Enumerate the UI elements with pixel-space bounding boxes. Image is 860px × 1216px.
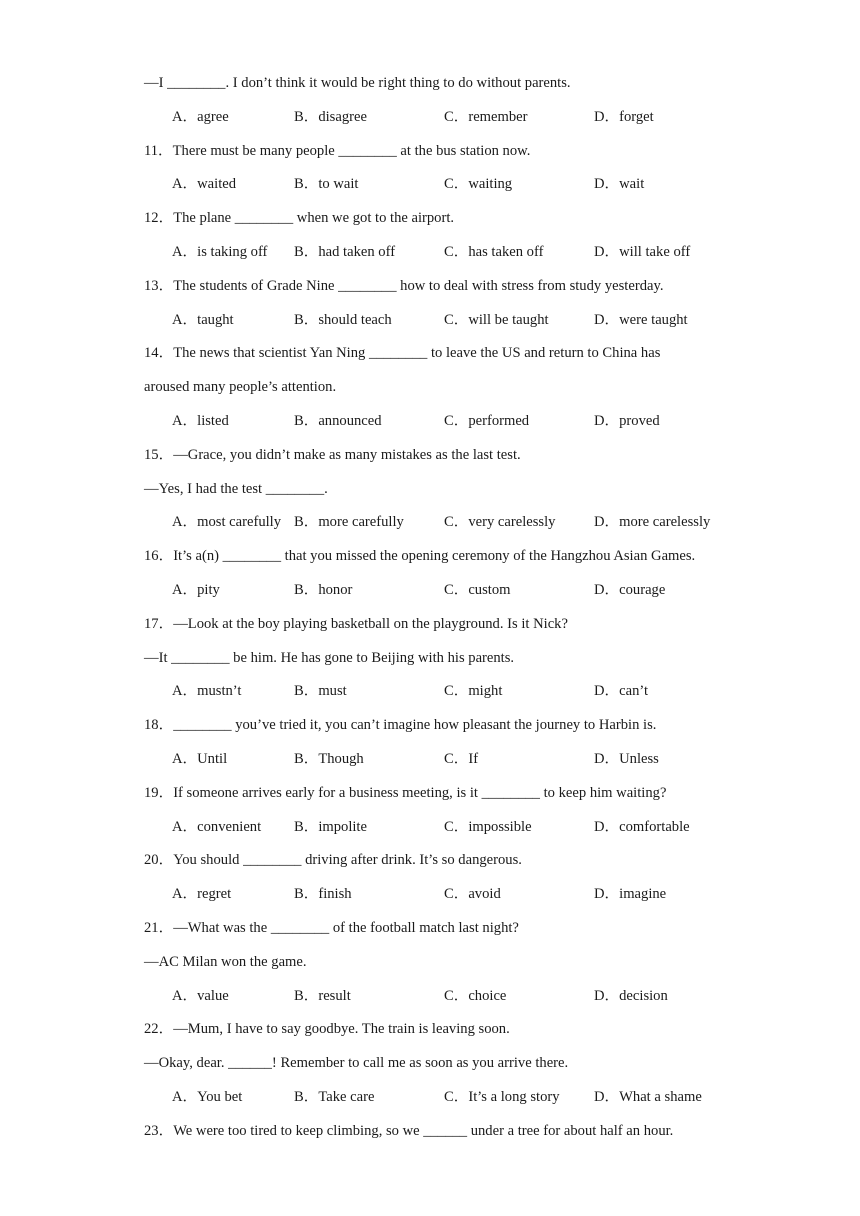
option-b[interactable]: B．had taken off	[294, 244, 396, 260]
question-stem-continuation: —It ________ be him. He has gone to Beijing with his parents.	[144, 649, 515, 666]
question-stem: 22．—Mum, I have to say goodbye. The train is leaving soon.	[144, 1021, 510, 1038]
answer-options	[172, 174, 732, 194]
option-b[interactable]: B．Take care	[294, 1089, 375, 1105]
answer-options	[172, 411, 732, 431]
option-d[interactable]: D．What a shame	[594, 1089, 702, 1105]
option-d[interactable]: D．courage	[594, 582, 666, 598]
option-c[interactable]: C．choice	[444, 987, 507, 1004]
option-a[interactable]: A．agree	[172, 108, 229, 125]
option-b[interactable]: B．honor	[294, 582, 353, 598]
option-a[interactable]: A．pity	[172, 582, 220, 598]
option-c[interactable]: C．might	[444, 683, 503, 700]
option-c[interactable]: C．impossible	[444, 818, 532, 835]
answer-options	[172, 884, 732, 904]
question-stem: 12．The plane ________ when we got to the airport.	[144, 210, 455, 227]
question-stem: 15．—Grace, you didn’t make as many mistakes as the last test.	[144, 446, 521, 463]
option-d[interactable]: D．wait	[594, 176, 645, 193]
option-a[interactable]: A．Until	[172, 751, 228, 767]
option-a[interactable]: A．regret	[172, 886, 232, 903]
answer-options	[172, 986, 732, 1006]
option-a[interactable]: A．mustn’t	[172, 683, 242, 700]
option-c[interactable]: C．waiting	[444, 176, 513, 193]
question-stem: 14．The news that scientist Yan Ning ________ to leave the US and return to China has	[144, 345, 661, 362]
question-stem-continuation: —AC Milan won the game.	[144, 953, 307, 970]
option-d[interactable]: D．comfortable	[594, 818, 690, 835]
question-stem-continuation: —Yes, I had the test ________.	[144, 480, 328, 497]
option-b[interactable]: B．finish	[294, 886, 352, 903]
answer-options	[172, 242, 732, 262]
option-c[interactable]: C．avoid	[444, 886, 501, 903]
answer-options	[172, 1087, 732, 1107]
option-a[interactable]: A．You bet	[172, 1089, 243, 1105]
option-d[interactable]: D．will take off	[594, 244, 691, 260]
option-b[interactable]: B．should teach	[294, 311, 392, 328]
question-stem: 13．The students of Grade Nine ________ how to deal with stress from study yesterday.	[144, 277, 664, 294]
question-stem: 20．You should ________ driving after drink. It’s so dangerous.	[144, 852, 522, 869]
option-d[interactable]: D．were taught	[594, 311, 688, 328]
option-a[interactable]: A．value	[172, 987, 229, 1004]
option-d[interactable]: D．imagine	[594, 886, 667, 903]
option-c[interactable]: C．If	[444, 751, 479, 767]
question-stem: 16．It’s a(n) ________ that you missed the opening ceremony of the Hangzhou Asian Games.	[144, 548, 696, 565]
question-stem: —I ________. I don’t think it would be right thing to do without parents.	[144, 75, 571, 91]
option-a[interactable]: A．most carefully	[172, 514, 282, 531]
question-stem-continuation: —Okay, dear. ______! Remember to call me as soon as you arrive there.	[144, 1055, 569, 1072]
option-b[interactable]: B．impolite	[294, 818, 367, 835]
option-d[interactable]: D．more carelessly	[594, 514, 711, 531]
option-c[interactable]: C．performed	[444, 413, 530, 429]
answer-options	[172, 580, 732, 600]
option-a[interactable]: A．taught	[172, 311, 234, 328]
question-stem: 18．________ you’ve tried it, you can’t imagine how pleasant the journey to Harbin is.	[144, 717, 657, 734]
option-b[interactable]: B．Though	[294, 751, 364, 767]
option-b[interactable]: B．result	[294, 987, 351, 1004]
option-c[interactable]: C．has taken off	[444, 244, 544, 260]
option-a[interactable]: A．is taking off	[172, 244, 268, 260]
question-stem-continuation: aroused many people’s attention.	[144, 379, 337, 396]
option-d[interactable]: D．forget	[594, 108, 654, 125]
answer-options	[172, 681, 732, 701]
option-b[interactable]: B．disagree	[294, 108, 367, 125]
option-b[interactable]: B．must	[294, 683, 347, 700]
question-stem: 11．There must be many people ________ at the bus station now.	[144, 142, 531, 159]
answer-options	[172, 749, 732, 769]
option-c[interactable]: C．will be taught	[444, 311, 549, 328]
answer-options	[172, 310, 732, 330]
option-d[interactable]: D．Unless	[594, 751, 659, 767]
option-a[interactable]: A．waited	[172, 176, 237, 193]
option-d[interactable]: D．decision	[594, 987, 668, 1004]
option-b[interactable]: B．to wait	[294, 176, 359, 193]
question-stem: 17．—Look at the boy playing basketball on the playground. Is it Nick?	[144, 615, 568, 632]
question-stem: 19．If someone arrives early for a business meeting, is it ________ to keep him waiting?	[144, 784, 667, 801]
answer-options	[172, 817, 732, 837]
option-c[interactable]: C．very carelessly	[444, 514, 556, 531]
option-b[interactable]: B．more carefully	[294, 514, 404, 531]
answer-options	[172, 512, 732, 532]
option-d[interactable]: D．proved	[594, 413, 660, 429]
option-a[interactable]: A．convenient	[172, 818, 262, 835]
option-a[interactable]: A．listed	[172, 413, 229, 429]
option-d[interactable]: D．can’t	[594, 683, 649, 700]
question-stem: 23．We were too tired to keep climbing, so we ______ under a tree for about half an hour.	[144, 1122, 674, 1139]
option-c[interactable]: C．remember	[444, 108, 528, 125]
option-c[interactable]: C．It’s a long story	[444, 1089, 560, 1105]
question-stem: 21．—What was the ________ of the football match last night?	[144, 920, 519, 936]
answer-options	[172, 107, 732, 127]
option-c[interactable]: C．custom	[444, 582, 511, 598]
option-b[interactable]: B．announced	[294, 413, 382, 429]
